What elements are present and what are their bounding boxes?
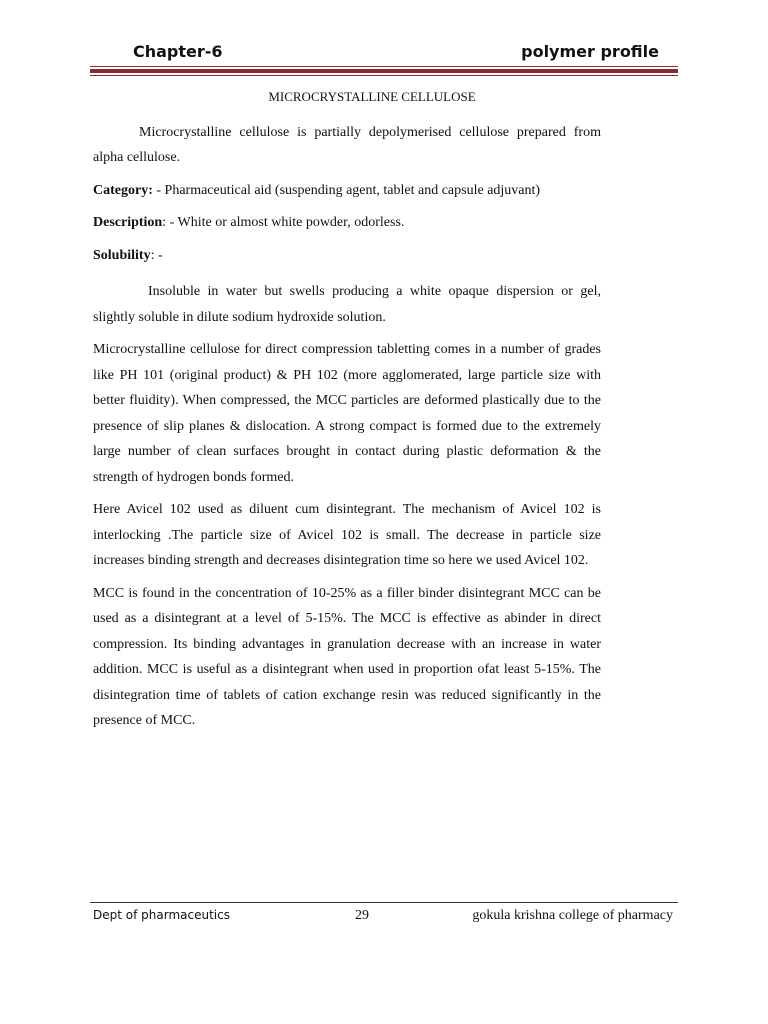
header-rule-bottom bbox=[90, 75, 678, 76]
page-number: 29 bbox=[355, 908, 369, 923]
footer-rule bbox=[90, 902, 678, 903]
category-text: - Pharmaceutical aid (suspending agent, tablet and capsule adjuvant) bbox=[152, 182, 541, 198]
college-label: gokula krishna college of pharmacy bbox=[472, 908, 673, 923]
intro-paragraph: Microcrystalline cellulose is partially depolymerised cellulose prepared from alpha cellulose. bbox=[93, 124, 601, 165]
body-paragraph: MCC is found in the concentration of 10-25% as a filler binder disintegrant MCC can be used as a disintegrant at a level of 5-15%. The MCC is effective as abinder in direct compression. Its binding advantages in granulation decrease with an increase in water addition. MCC is useful as a disintegrant when used in proportion ofat least 5-15%. The disintegration time of tablets of cation exchange resin was reduced significantly in the presence of MCC. bbox=[93, 585, 601, 728]
page-body bbox=[93, 84, 601, 741]
solubility-label: Solubility bbox=[93, 247, 151, 263]
department-label: Dept of pharmaceutics bbox=[93, 908, 230, 922]
header-rule-top bbox=[90, 66, 678, 67]
chapter-label: Chapter-6 bbox=[133, 42, 223, 61]
category-line bbox=[93, 178, 601, 204]
description-label: Description bbox=[93, 215, 163, 230]
page-footer bbox=[93, 908, 673, 928]
body-paragraph: Here Avicel 102 used as diluent cum disintegrant. The mechanism of Avicel 102 is interlocking .The particle size of Avicel 102 is small. The decrease in particle size increases binding strength and decreases disintegration time so here we used Avicel 102. bbox=[93, 502, 601, 568]
body-paragraph: Microcrystalline cellulose for direct compression tabletting comes in a number of grades like PH 101 (original product) & PH 102 (more agglomerated, large particle size with better fluidity). When compressed, the MCC particles are deformed plastically due to the presence of slip planes & dislocation. A strong compact is formed due to the extremely large number of clean surfaces brought in contact during plastic deformation & the strength of hydrogen bonds formed. bbox=[93, 342, 601, 485]
page-title: MICROCRYSTALLINE CELLULOSE bbox=[268, 89, 476, 104]
category-label: Category: bbox=[93, 182, 153, 198]
description-text: : - White or almost white powder, odorless. bbox=[162, 215, 405, 230]
solubility-suffix: : - bbox=[150, 247, 163, 263]
solubility-paragraph: Insoluble in water but swells producing a white opaque dispersion or gel, slightly soluble in dilute sodium hydroxide solution. bbox=[93, 284, 601, 325]
page-header bbox=[133, 42, 659, 68]
description-line bbox=[93, 210, 601, 236]
header-rule-thick bbox=[90, 69, 678, 73]
solubility-line bbox=[93, 243, 601, 269]
section-label: polymer profile bbox=[521, 42, 659, 61]
